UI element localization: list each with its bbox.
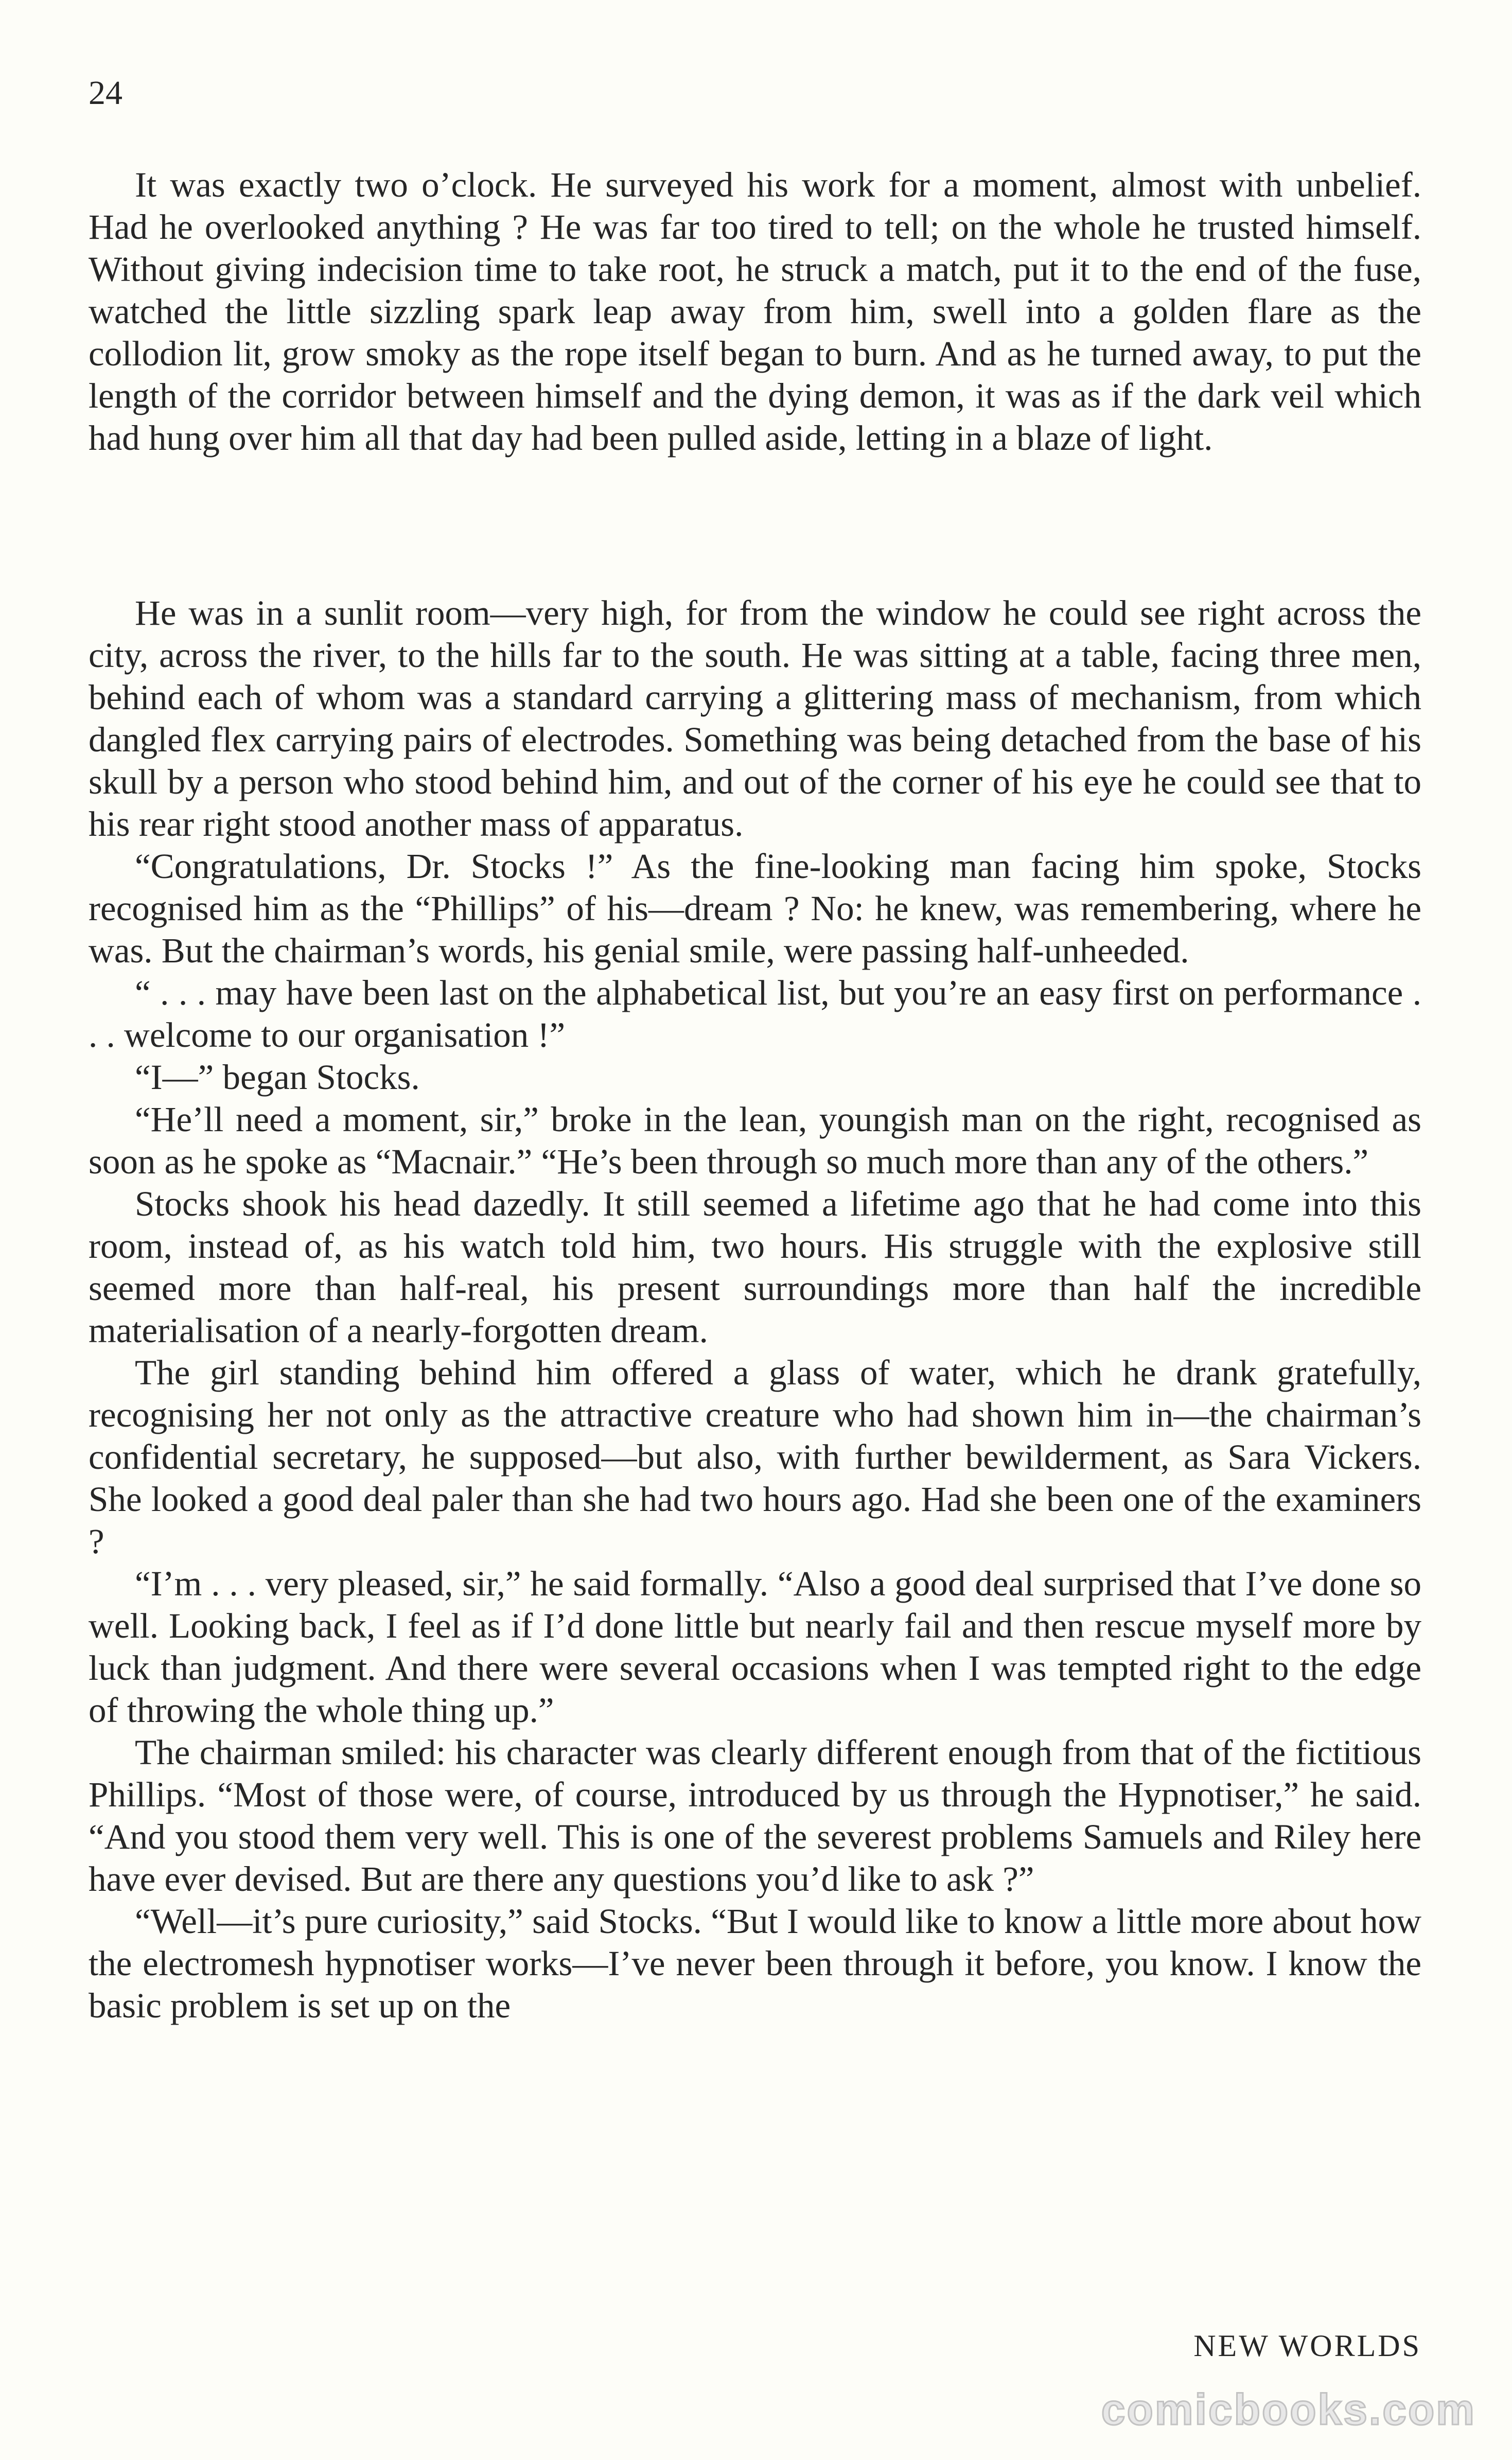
- site-watermark: comicbooks.com: [1101, 2385, 1476, 2434]
- paragraph: It was exactly two o’clock. He surveyed his work for a moment, almost with unbelief. Had he overlooked anything ? He was far too tired to tell; on the whole he trusted himself. Without giving indecision time to take root, he struck a match, put it to the end of the fuse, watched the little sizzling spark leap away from him, swell into a golden flare as the collodion lit, grow smoky as the rope itself began to burn. And as he turned away, to put the length of the corridor between himself and the dying demon, it was as if the dark veil which had hung over him all that day had been pulled aside, letting in a blaze of light.: [89, 165, 1421, 458]
- paragraph: Stocks shook his head dazedly. It still seemed a lifetime ago that he had come into this room, instead of, as his watch told him, two hours. His struggle with the explosive still seemed more than half-real, his present surroundings more than half the incredible materialisation of a nearly-forgotten dream.: [89, 1184, 1421, 1350]
- story-section-2: [89, 592, 1421, 2027]
- paragraph: He was in a sunlit room—very high, for from the window he could see right across the city, across the river, to the hills far to the south. He was sitting at a table, facing three men, behind each of whom was a standard carrying a glittering mass of mechanism, from which dangled flex carrying pairs of electrodes. Something was being detached from the base of his skull by a person who stood behind him, and out of the corner of his eye he could see that to his rear right stood another mass of apparatus.: [89, 593, 1421, 844]
- paragraph: The chairman smiled: his character was clearly different enough from that of the fictitious Phillips. “Most of those were, of course, introduced by us through the Hypnotiser,” he said. “And you stood them very well. This is one of the severest problems Samuels and Riley here have ever devised. But are there any questions you’d like to ask ?”: [89, 1733, 1421, 1899]
- page-number: 24: [89, 74, 122, 112]
- paragraph: The girl standing behind him offered a glass of water, which he drank gratefully, recognising her not only as the attractive creature who had shown him in—the chairman’s confidential secretary, he supposed—but also, with further bewilderment, as Sara Vickers. She looked a good deal paler than she had two hours ago. Had she been one of the examiners ?: [89, 1353, 1421, 1561]
- paragraph: “Well—it’s pure curiosity,” said Stocks. “But I would like to know a little more about how the electromesh hypnotiser works—I’ve never been through it before, you know. I know the basic problem is set up on the: [89, 1902, 1421, 2025]
- story-section-1: [89, 164, 1421, 459]
- paragraph: “Congratulations, Dr. Stocks !” As the fine-looking man facing him spoke, Stocks recognised him as the “Phillips” of his—dream ? No: he knew, was remembering, where he was. But the chairman’s words, his genial smile, were passing half-unheeded.: [89, 847, 1421, 970]
- paragraph: “I—” began Stocks.: [135, 1058, 420, 1097]
- paragraph: “ . . . may have been last on the alphabetical list, but you’re an easy first on performance . . . welcome to our organisation !”: [89, 973, 1421, 1055]
- paragraph: “He’ll need a moment, sir,” broke in the lean, youngish man on the right, recognised as soon as he spoke as “Macnair.” “He’s been through so much more than any of the others.”: [89, 1100, 1421, 1181]
- paragraph: “I’m . . . very pleased, sir,” he said formally. “Also a good deal surprised that I’ve done so well. Looking back, I feel as if I’d done little but nearly fail and then rescue myself more by luck than judgment. And there were several occasions when I was tempted right to the edge of throwing the whole thing up.”: [89, 1564, 1421, 1730]
- magazine-title-footer: NEW WORLDS: [1193, 2329, 1421, 2363]
